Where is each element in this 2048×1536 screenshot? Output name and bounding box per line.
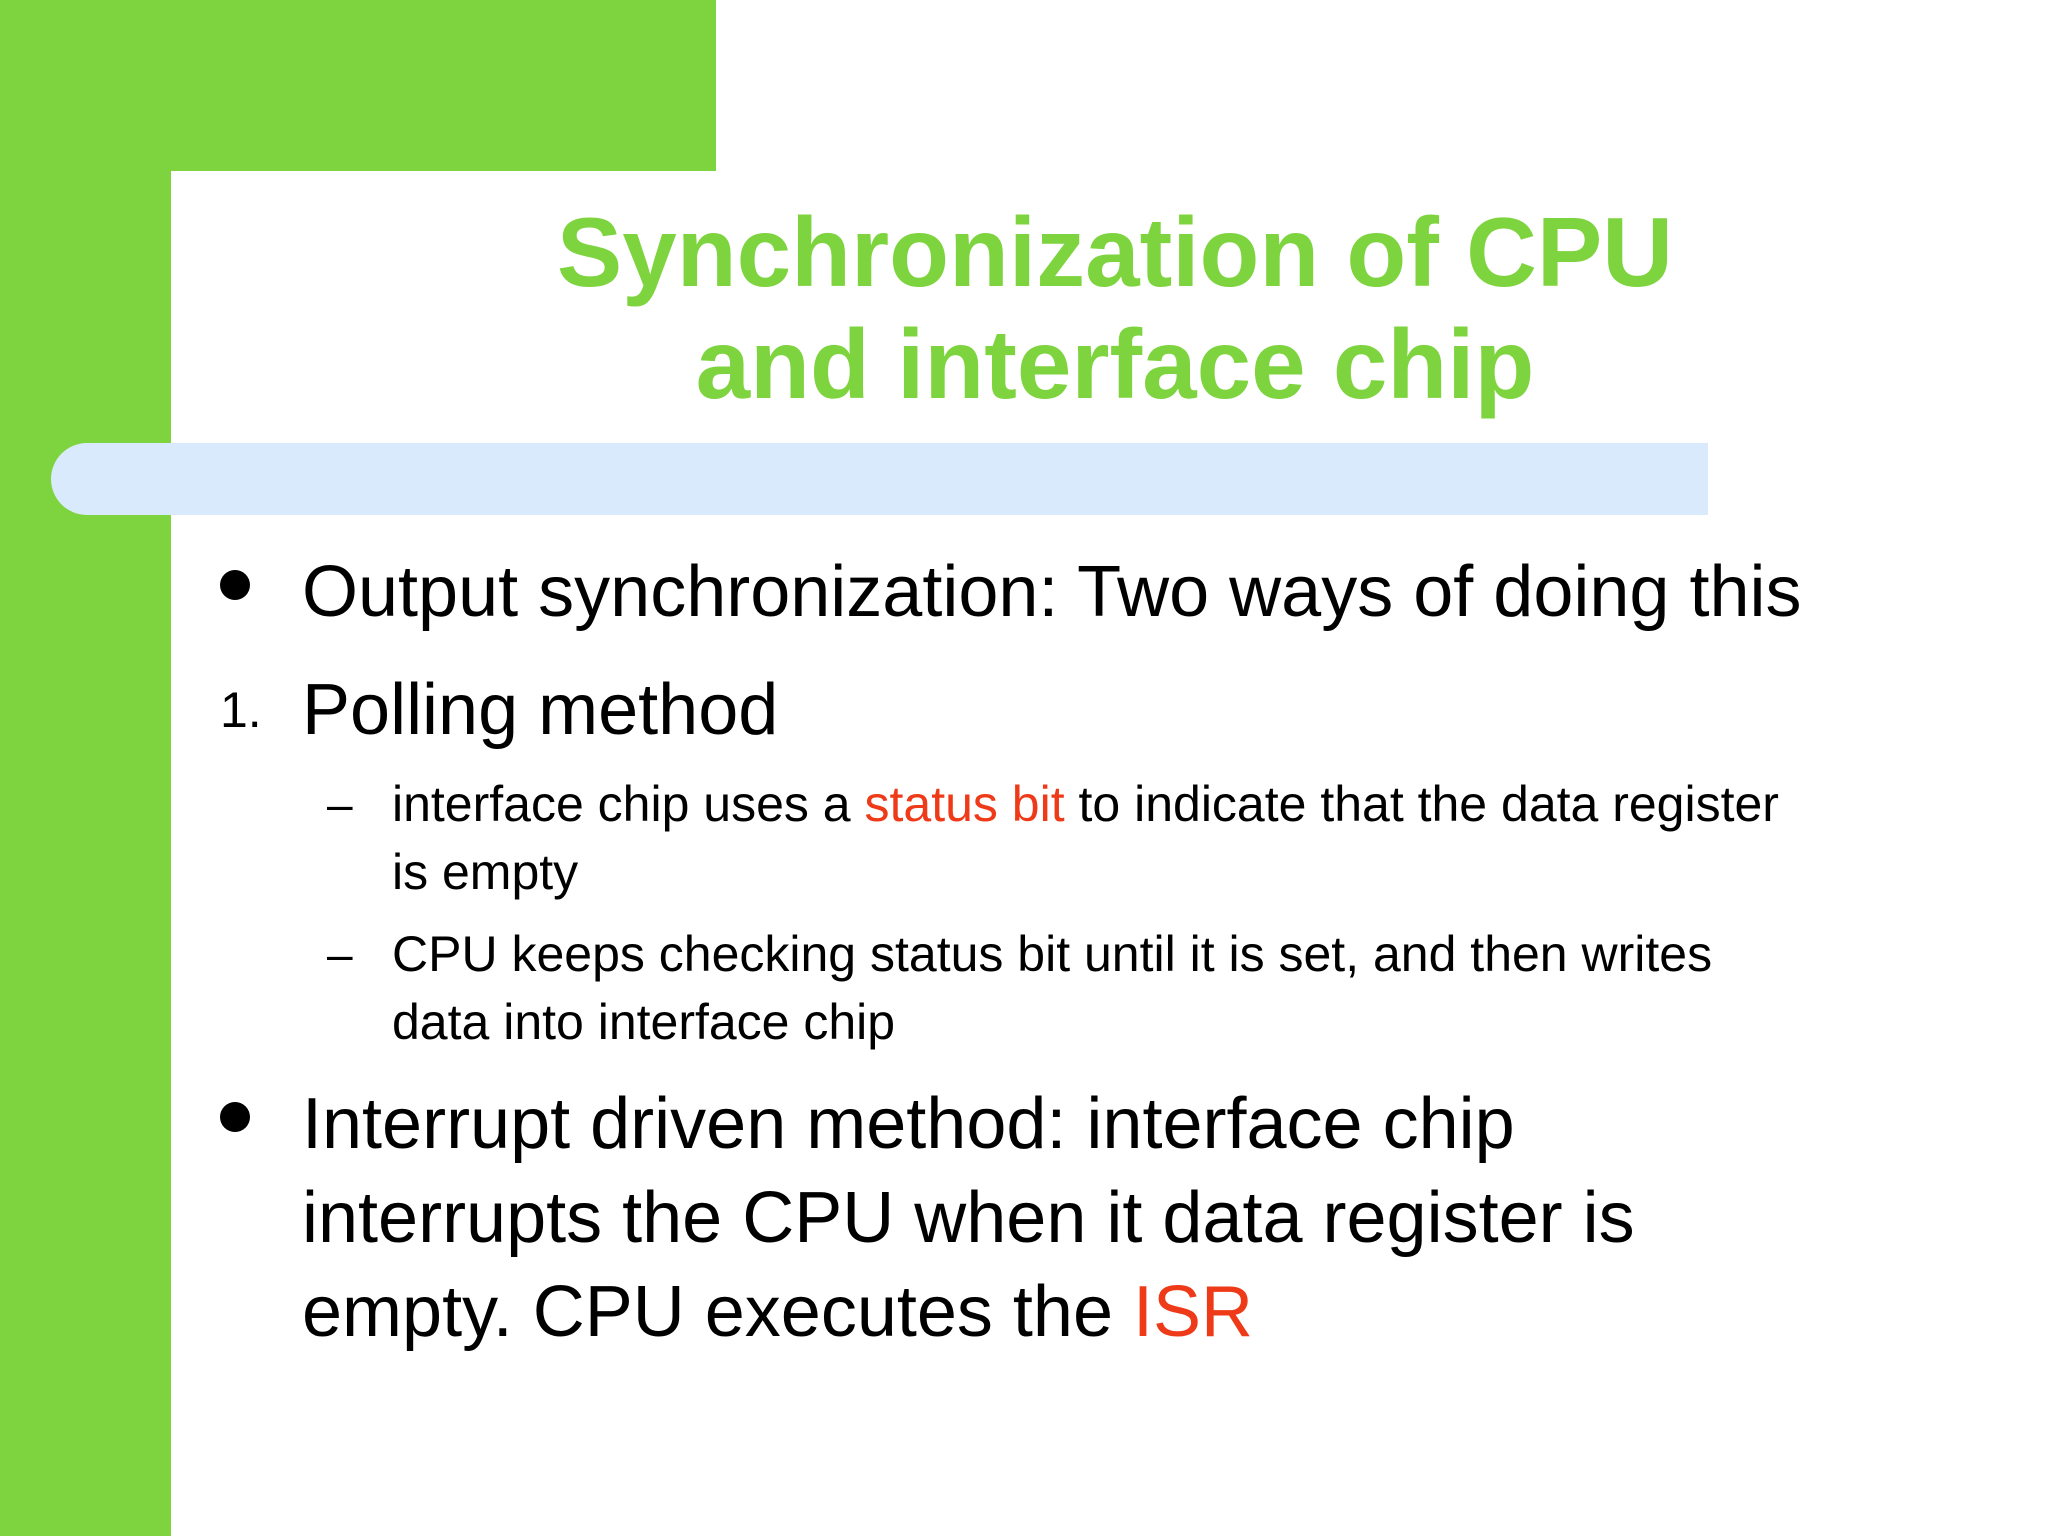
isr-highlight: ISR: [1133, 1272, 1254, 1352]
numbered-item-text: Polling method: [302, 670, 779, 750]
title-underline-band: [51, 443, 1708, 515]
dash-marker: –: [327, 928, 353, 980]
sub-item-line-1: [392, 770, 2012, 838]
bullet-line-1: Interrupt driven method: interface chip: [302, 1084, 1515, 1164]
green-side-bar: [0, 0, 171, 1536]
bullet-dot-icon: [220, 570, 250, 605]
sub-item-line-2: is empty: [392, 844, 579, 900]
sub-item-text-pre: interface chip uses a: [392, 776, 865, 832]
title-line-2: and interface chip: [695, 309, 1535, 419]
sub-item-text: [392, 770, 2012, 906]
sub-item-text: [392, 920, 2012, 1056]
sub-item-text-post: to indicate that the data register: [1064, 776, 1779, 832]
bullet-text: Output synchronization: Two ways of doing this: [302, 552, 1802, 632]
slide-title: [210, 196, 1960, 420]
bullet-line-3: [302, 1265, 1992, 1359]
bullet-line-2: interrupts the CPU when it data register is: [302, 1178, 1635, 1258]
dash-marker: –: [327, 778, 353, 830]
bullet-text: [302, 1077, 1992, 1359]
bullet-dot-icon: [220, 1102, 250, 1137]
sub-item-line-1: CPU keeps checking status bit until it is set, and then writes: [392, 926, 1713, 982]
title-line-1: Synchronization of CPU: [556, 197, 1674, 307]
item-number: 1.: [220, 682, 262, 738]
status-bit-highlight: status bit: [864, 776, 1065, 832]
bullet-line-3-pre: empty. CPU executes the: [302, 1272, 1134, 1352]
sub-item-line-2: data into interface chip: [392, 994, 896, 1050]
